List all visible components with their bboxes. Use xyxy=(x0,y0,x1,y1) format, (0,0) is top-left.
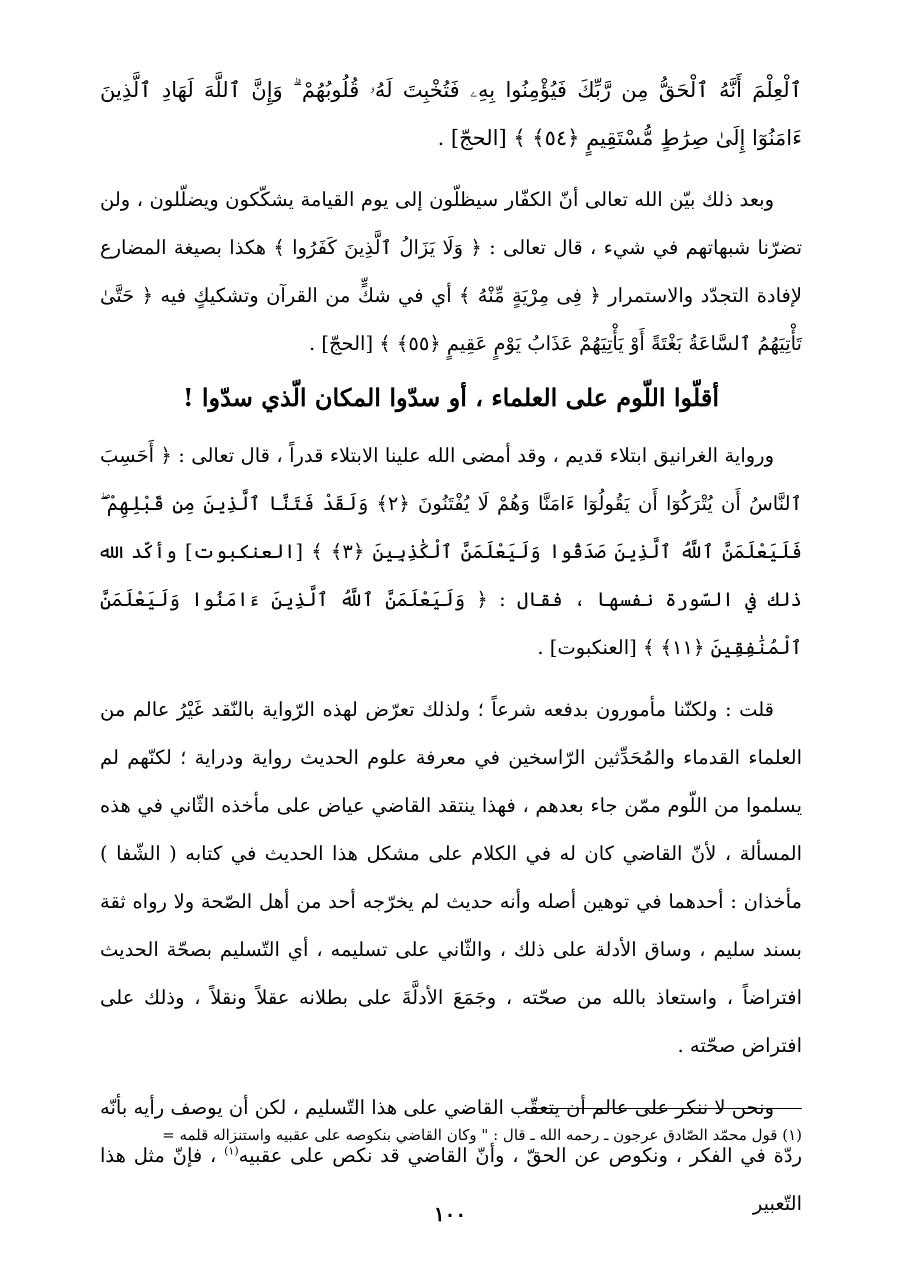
footnote: (١) قول محمّد الصّادق عرجون ـ رحمه الله ـ قال : " وكان القاضي بنكوصه على عقبيه واستنزاله قلمه = xyxy=(162,1126,802,1144)
section-heading: أقلّوا اللّوم على العلماء ، أو سدّوا المكان الّذي سدّوا ! xyxy=(182,383,719,412)
paragraph-criticism-text-start: ونحن لا ننكر على عالم أن يتعقّب القاضي على هذا التّسليم ، لكن أن يوصف رأيه بأنّه ردّة في الفكر ، ونكوص عن الحقّ ، وأنّ القاضي قد نكص على عقبيه xyxy=(100,1096,802,1167)
footnote-separator xyxy=(527,1108,802,1109)
footnote-marker[interactable]: (١) xyxy=(224,1144,239,1158)
quran-continuation-paragraph: ٱلْعِلْمَ أَنَّهُ ٱلْحَقُّ مِن رَّبِّكَ فَيُؤْمِنُوا بِهِۦ فَتُخْبِتَ لَهُۥ قُلُوبُهُمْ ۗ وَإِنَّ ٱللَّهَ لَهَادِ ٱلَّذِينَ ءَامَنُوٓا إِلَىٰ صِرَٰطٍ مُّسْتَقِيمٍ ﴿٥٤﴾ ﴾ [الحجّ] . xyxy=(100,78,802,150)
paragraph-gharaniq: ورواية الغرانيق ابتلاء قديم ، وقد أمضى الله علينا الابتلاء قدراً ، قال تعالى : ﴿ أَحَسِبَ ٱلنَّاسُ أَن يُتْرَكُوٓا أَن يَقُولُوٓا ءَامَنَّا وَهُمْ لَا يُفْتَنُونَ ﴿٢﴾ وَلَقَدْ فَتَنَّا ٱلَّذِينَ مِن قَبْلِهِمْ ۖ فَلَيَعْلَمَنَّ ٱللَّهُ ٱلَّذِينَ صَدَقُوا وَلَيَعْلَمَنَّ ٱلْكَٰذِبِينَ ﴿٣﴾ ﴾ [العنكبوت] وأكّد الله ذلك في السّورة نفسها ، فقال : ﴿ وَلَيَعْلَمَنَّ ٱللَّهُ ٱلَّذِينَ ءَامَنُوا وَلَيَعْلَمَنَّ ٱلْمُنَٰفِقِينَ ﴿١١﴾ ﴾ [العنكبوت] . xyxy=(100,444,803,659)
page-body xyxy=(100,66,802,1228)
paragraph-qadi-iyad: قلت : ولكنّنا مأمورون بدفعه شرعاً ؛ ولذلك تعرّض لهذه الرّواية بالنّقد غَيْرُ عالم من العلماء القدماء والمُحَدِّثين الرّاسخين في معرفة علوم الحديث رواية ودراية ؛ لكنّهم لم يسلموا من اللّوم ممّن جاء بعدهم ، فهذا ينتقد القاضي عياض على مأخذه الثّاني في هذه المسألة ، لأنّ القاضي كان له في الكلام على مشكل هذا الحديث في كتابه ( الشّفا ) مأخذان : أحدهما في توهين أصله وأنه حديث لم يخرّجه أحد من أهل الصّحة ولا رواه ثقة بسند سليم ، وساق الأدلة على ذلك ، والثّاني على تسليمه ، أي التّسليم بصحّة الحديث افتراضاً ، واستعاذ بالله من صحّته ، وجَمَعَ الأدلَّةَ على بطلانه عقلاً ونقلاً ، وذلك على افتراض صحّته . xyxy=(100,698,802,1057)
paragraph-criticism-text-end: ، فإنّ مثل هذا التّعبير xyxy=(100,1144,802,1215)
page-number: ١٠٠ xyxy=(433,1202,467,1226)
paragraph-disbelievers: وبعد ذلك بيّن الله تعالى أنّ الكفّار سيظلّون إلى يوم القيامة يشكّكون ويضلّلون ، ولن تضرّنا شبهاتهم في شيء ، قال تعالى : ﴿ وَلَا يَزَالُ ٱلَّذِينَ كَفَرُوا ﴾ هكذا بصيغة المضارع لإفادة التجدّد والاستمرار ﴿ فِى مِرْيَةٍ مِّنْهُ ﴾ أي في شكٍّ من القرآن وتشكيكٍ فيه ﴿ حَتَّىٰ تَأْتِيَهُمُ ٱلسَّاعَةُ بَغْتَةً أَوْ يَأْتِيَهُمْ عَذَابُ يَوْمٍ عَقِيمٍ ﴿٥٥﴾ ﴾ [الحجّ] . xyxy=(100,188,802,355)
